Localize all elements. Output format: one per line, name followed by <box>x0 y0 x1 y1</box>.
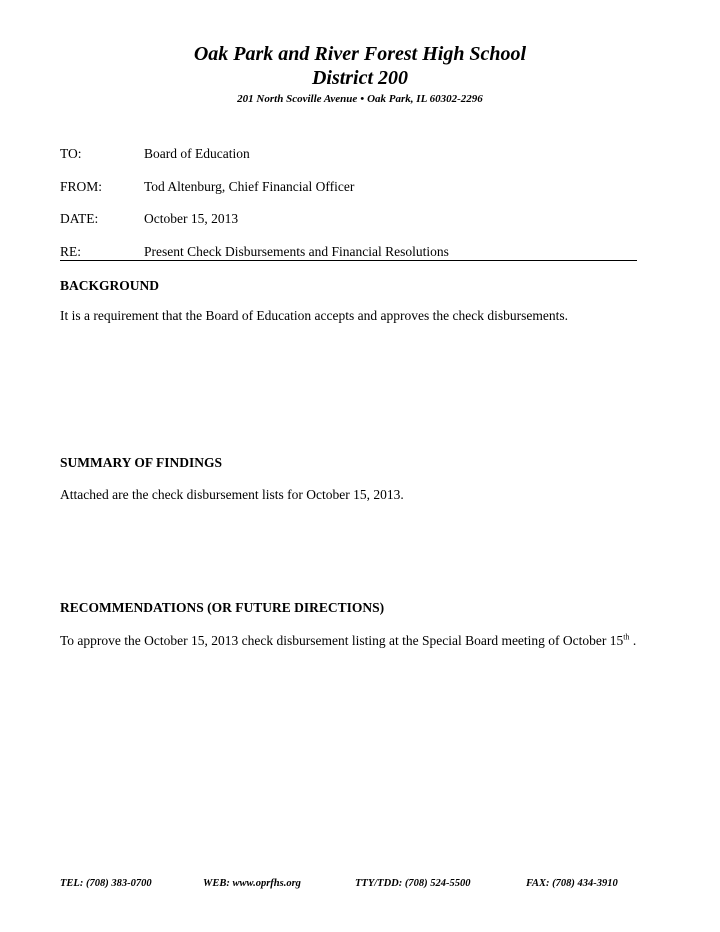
footer-fax: FAX: (708) 434-3910 <box>526 878 618 889</box>
memo-to-label: TO: <box>60 146 82 161</box>
address-street: 201 North Scoville Avenue <box>237 93 358 105</box>
recommendations-body: To approve the October 15, 2013 check disbursement listing at the Special Board meeting of October 15 <box>60 633 624 648</box>
memo-from-value: Tod Altenburg, Chief Financial Officer <box>144 179 355 194</box>
memo-re-label: RE: <box>60 244 82 259</box>
footer-tel: TEL: (708) 383-0700 <box>60 878 152 889</box>
recommendations-end: . <box>629 633 637 648</box>
background-heading: BACKGROUND <box>60 278 160 293</box>
summary-heading: SUMMARY OF FINDINGS <box>60 455 223 470</box>
contact-footer <box>60 877 640 891</box>
recommendations-ordinal: th <box>623 632 630 642</box>
recommendations-text <box>60 632 640 650</box>
memo-from-label: FROM: <box>60 179 103 194</box>
summary-text: Attached are the check disbursement lists for October 15, 2013. <box>60 487 404 502</box>
address-bullet: • <box>360 93 365 105</box>
memo-divider <box>60 260 637 261</box>
memo-date-value: October 15, 2013 <box>144 211 239 226</box>
address-city: Oak Park, IL 60302-2296 <box>367 93 483 105</box>
school-address <box>0 92 720 106</box>
district-name: District 200 <box>311 67 409 89</box>
memo-re-value: Present Check Disbursements and Financial Resolutions <box>144 244 449 259</box>
footer-tty: TTY/TDD: (708) 524-5500 <box>355 878 471 889</box>
footer-web: WEB: www.oprfhs.org <box>203 878 301 889</box>
school-name: Oak Park and River Forest High School <box>193 43 527 65</box>
memo-to-value: Board of Education <box>144 146 250 161</box>
memo-date-label: DATE: <box>60 211 99 226</box>
background-text: It is a requirement that the Board of Education accepts and approves the check disbursements. <box>60 308 568 323</box>
recommendations-heading: RECOMMENDATIONS (OR FUTURE DIRECTIONS) <box>60 600 385 615</box>
